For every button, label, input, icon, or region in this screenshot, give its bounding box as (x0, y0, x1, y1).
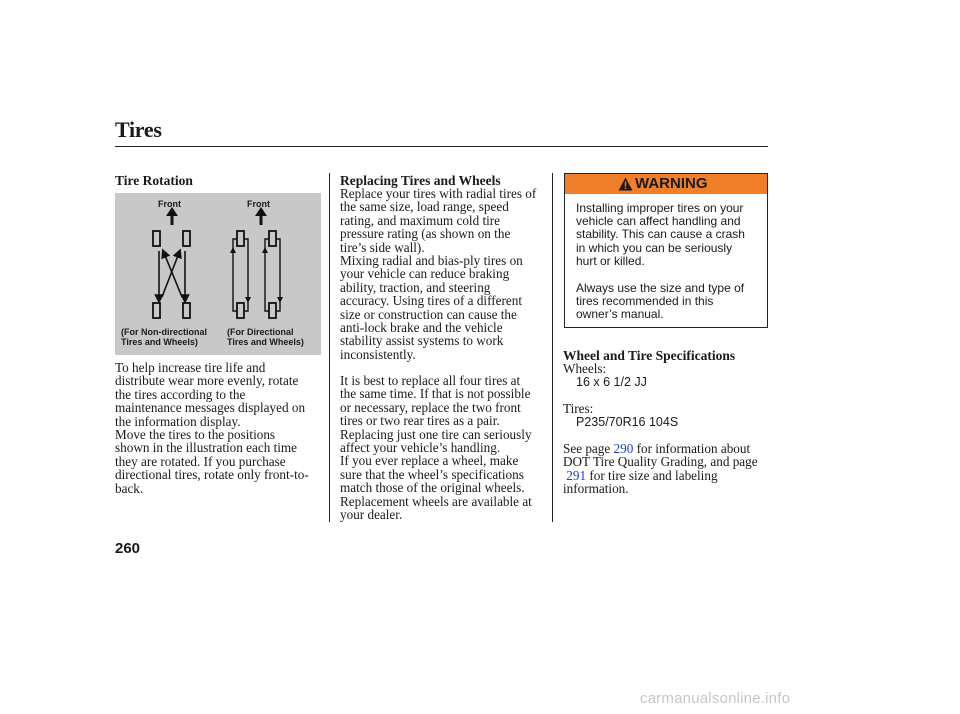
tire-rotation-body: To help increase tire life and distribute wear more evenly, rotate the tires according to the maintenance messages displayed on the information display. Move the tires to the positions shown in the illustration each time they are rotated. If you purchase directional tires, rotate only front-to- back. (115, 360, 309, 496)
watermark: carmanualsonline.info (640, 690, 791, 707)
wheels-value: 16 x 6 1/2 JJ (576, 375, 647, 389)
replacing-paragraph-1: Replace your tires with radial tires of the same size, load range, speed rating, and maximum cold tire pressure rating (as shown on the tire’s side wall). Mixing radial and bias-ply tires on your vehicle can reduce braking ability, traction, and steering accuracy. Using tires of a different size or construction can cause the anti-lock brake and the vehicle stability assist systems to work inconsistently. (340, 186, 537, 362)
caption-directional: (For Directional Tires and Wheels) (227, 327, 304, 347)
front-label-left: Front (158, 199, 181, 209)
front-arrow-icon (166, 207, 178, 225)
column-divider-right (552, 173, 553, 522)
wheels-label: Wheels: (563, 361, 607, 376)
ref-pre-text: See page (563, 441, 614, 456)
spec-reference (563, 442, 768, 496)
directional-tires (237, 231, 276, 318)
ref-mid-text-1: for information about (633, 441, 751, 456)
tires-value: P235/70R16 104S (576, 415, 679, 429)
cross-rotation-arrows (159, 251, 185, 299)
warning-header (565, 174, 767, 194)
front-label-right: Front (247, 199, 270, 209)
warning-text-1: Installing improper tires on your vehicle can affect handling and stability. This can cause a crash in which you can be seriously hurt or killed. (576, 201, 745, 268)
warning-label: WARNING (635, 175, 708, 192)
warning-text-2: Always use the size and type of tires recommended in this owner’s manual. (576, 281, 745, 322)
replacing-heading: Replacing Tires and Wheels (340, 173, 501, 188)
caption-non-directional: (For Non-directional Tires and Wheels) (121, 327, 207, 347)
front-arrow-icon (255, 207, 267, 225)
spec-reference-line-1 (563, 442, 768, 455)
ref-mid-text-2: for tire size and labeling (586, 467, 718, 483)
page-290-link[interactable]: 290 (613, 441, 634, 456)
tires-label: Tires: (563, 401, 594, 416)
page-291-link[interactable]: 291 (566, 467, 587, 483)
header-rule (115, 146, 768, 147)
page-number: 260 (115, 540, 141, 557)
specs-heading: Wheel and Tire Specifications (563, 348, 736, 363)
warning-triangle-icon (618, 177, 633, 191)
spec-reference-line-2: DOT Tire Quality Grading, and page (563, 454, 758, 470)
column-divider-left (329, 173, 330, 522)
loop-arrowheads (230, 247, 283, 303)
tire-rotation-diagram (115, 193, 321, 355)
front-to-back-arrows (233, 239, 280, 311)
tire-rotation-heading: Tire Rotation (115, 173, 193, 188)
spec-reference-line-4: information. (563, 481, 629, 497)
spec-reference-line-3 (563, 469, 768, 482)
replacing-paragraph-2: It is best to replace all four tires at the same time. If that is not possible or necessary, replace the two front tires or two rear tires as a pair. Replacing just one tire can seriously affect your vehicle’s handling. If you ever replace a wheel, make sure that the wheel’s specifications match those of the original wheels. Replacement wheels are available at your dealer. (340, 373, 532, 523)
page-title: Tires (115, 117, 162, 142)
